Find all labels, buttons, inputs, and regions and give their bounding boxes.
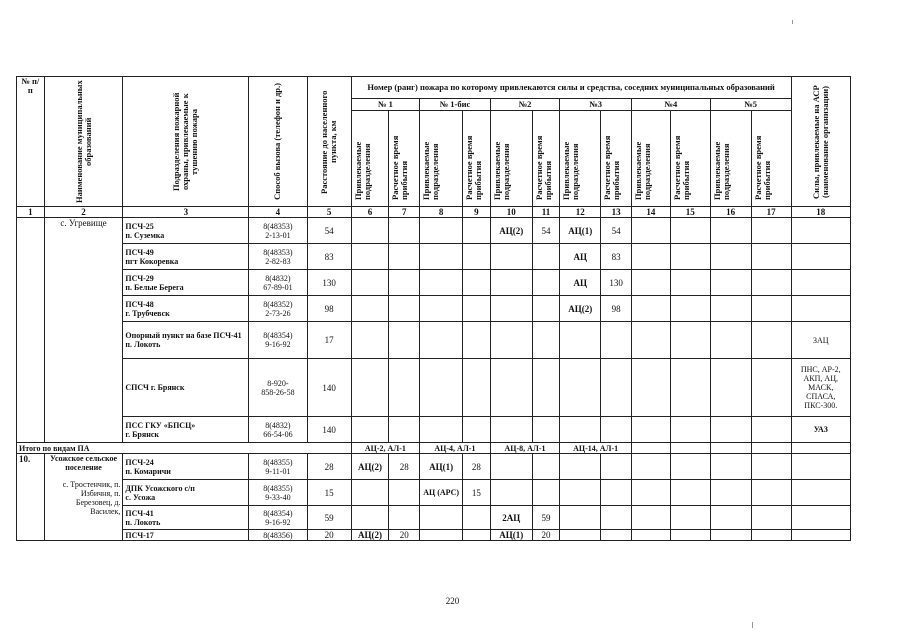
totals-rank1bis: АЦ-4, АЛ-1 <box>420 443 491 454</box>
column-number: 13 <box>601 207 632 218</box>
table-row <box>17 296 851 322</box>
rank3-units: АЦ <box>560 244 601 270</box>
column-number: 1 <box>17 207 45 218</box>
rank1-units <box>351 506 389 530</box>
phone-cell: 8(4832) 66-54-06 <box>249 417 307 443</box>
header-sub-units: Привлекаемые подразделения <box>351 111 389 207</box>
rank3-time <box>601 417 632 443</box>
rank3-units: АЦ(2) <box>560 296 601 322</box>
municipal-name: с. Угревище <box>44 218 123 443</box>
phone-cell: 8(4832) 67-89-01 <box>249 270 307 296</box>
table-row <box>17 480 851 506</box>
header-rank-5: №5 <box>710 99 791 111</box>
rank3-time: 98 <box>601 296 632 322</box>
distance-cell: 140 <box>307 417 351 443</box>
table-row <box>17 322 851 359</box>
unit-cell: ДПК Усожского с/п с. Усожа <box>123 480 249 506</box>
column-number: 18 <box>791 207 850 218</box>
unit-cell: ПСЧ-48 г. Трубчевск <box>123 296 249 322</box>
header-rank-4: №4 <box>631 99 710 111</box>
phone-cell: 8(48353) 2-82-83 <box>249 244 307 270</box>
header-rank-1: № 1 <box>351 99 420 111</box>
column-number: 6 <box>351 207 389 218</box>
rank2-time <box>532 270 560 296</box>
header-call-method: Способ вызова (телефон и др.) <box>249 77 307 207</box>
phone-cell: 8-920- 858-26-58 <box>249 359 307 417</box>
unit-cell: ПСЧ-17 <box>123 530 249 541</box>
table-row <box>17 454 851 480</box>
municipal-name: Усожское сельское поселение с. Тростенчик, п. Избичня, п. Березовец, д. Василек, <box>44 454 123 541</box>
rank2-units <box>490 270 532 296</box>
rank3-time: 130 <box>601 270 632 296</box>
rank2-units <box>490 417 532 443</box>
header-distance: Расстояние до населенного пункта, км <box>307 77 351 207</box>
rank1bis-time <box>463 530 491 541</box>
fire-units-table <box>16 76 851 541</box>
header-sub-time: Расчетное время прибытия <box>670 111 710 207</box>
header-sub-units: Привлекаемые подразделения <box>710 111 751 207</box>
phone-cell: 8(48355) 9-11-01 <box>249 454 307 480</box>
column-number: 3 <box>123 207 249 218</box>
rank2-units <box>490 454 532 480</box>
rank1bis-units: АЦ(1) <box>420 454 463 480</box>
rank3-units: АЦ(1) <box>560 218 601 244</box>
table-row <box>17 244 851 270</box>
header-sub-time: Расчетное время прибытия <box>601 111 632 207</box>
phone-cell: 8(48354) 9-16-92 <box>249 322 307 359</box>
rank2-time <box>532 359 560 417</box>
unit-cell: ПСЧ-41 п. Локоть <box>123 506 249 530</box>
distance-cell: 15 <box>307 480 351 506</box>
rank1bis-time: 28 <box>463 454 491 480</box>
header-rank-2: №2 <box>490 99 560 111</box>
rank3-units: АЦ <box>560 270 601 296</box>
totals-row <box>17 443 851 454</box>
rank1bis-units: АЦ (АРС) <box>420 480 463 506</box>
phone-cell: 8(48353) 2-13-01 <box>249 218 307 244</box>
column-number: 8 <box>420 207 463 218</box>
distance-cell: 130 <box>307 270 351 296</box>
scan-mark <box>792 20 793 24</box>
rank3-time: 54 <box>601 218 632 244</box>
rank1-units <box>351 480 389 506</box>
rank3-time: 83 <box>601 244 632 270</box>
totals-rank3: АЦ-14, АЛ-1 <box>560 443 632 454</box>
distance-cell: 83 <box>307 244 351 270</box>
unit-cell: ПСС ГКУ «БПСЦ» г. Брянск <box>123 417 249 443</box>
rank2-time: 20 <box>532 530 560 541</box>
column-number: 9 <box>463 207 491 218</box>
totals-label: Итого по видам ПА <box>17 443 352 454</box>
rank2-time <box>532 417 560 443</box>
table-row <box>17 218 851 244</box>
header-rank-1bis: № 1-бис <box>420 99 491 111</box>
distance-cell: 59 <box>307 506 351 530</box>
column-number: 15 <box>670 207 710 218</box>
column-number: 7 <box>389 207 420 218</box>
phone-cell: 8(48354) 9-16-92 <box>249 506 307 530</box>
rank1-time: 28 <box>389 454 420 480</box>
rank2-time: 54 <box>532 218 560 244</box>
distance-cell: 20 <box>307 530 351 541</box>
unit-cell: ПСЧ-24 п. Комаричи <box>123 454 249 480</box>
rank1-units: АЦ(2) <box>351 454 389 480</box>
table-row <box>17 270 851 296</box>
rank1bis-time <box>463 506 491 530</box>
rank2-time <box>532 244 560 270</box>
column-number: 10 <box>490 207 532 218</box>
rank1-units: АЦ(2) <box>351 530 389 541</box>
header-sub-units: Привлекаемые подразделения <box>631 111 670 207</box>
table-row <box>17 417 851 443</box>
rank2-units <box>490 480 532 506</box>
table-row <box>17 359 851 417</box>
scan-mark <box>752 622 753 628</box>
page-number: 220 <box>445 596 460 606</box>
header-sub-time: Расчетное время прибытия <box>751 111 791 207</box>
rank2-units <box>490 359 532 417</box>
column-number: 16 <box>710 207 751 218</box>
column-number: 4 <box>249 207 307 218</box>
header-rank-group: Номер (ранг) пожара по которому привлекаются силы и средства, соседних муниципальных образований <box>351 77 791 99</box>
rank2-units <box>490 296 532 322</box>
asr-cell <box>791 296 850 322</box>
unit-cell: ПСЧ-25 п. Суземка <box>123 218 249 244</box>
asr-cell: ПНС, АР-2, АКП, АЦ, МАСК, СПАСА, ПКС-300. <box>791 359 850 417</box>
distance-cell: 54 <box>307 218 351 244</box>
rank1-time <box>389 480 420 506</box>
header-sub-time: Расчетное время прибытия <box>532 111 560 207</box>
rank2-units <box>490 244 532 270</box>
rank3-units <box>560 417 601 443</box>
section1-num-cell <box>17 218 45 443</box>
rank1bis-units <box>420 506 463 530</box>
column-numbers-row <box>17 207 851 218</box>
rank2-time <box>532 454 560 480</box>
column-number: 14 <box>631 207 670 218</box>
column-number: 2 <box>44 207 123 218</box>
rank2-units: АЦ(1) <box>490 530 532 541</box>
phone-cell: 8(48356) <box>249 530 307 541</box>
header-sub-time: Расчетное время прибытия <box>463 111 491 207</box>
rank3-time <box>601 359 632 417</box>
header-rank-3: №3 <box>560 99 632 111</box>
rank3-units <box>560 322 601 359</box>
header-units: Подразделения пожарной охраны, привлекаемые к тушению пожара <box>123 77 249 207</box>
unit-cell: СПСЧ г. Брянск <box>123 359 249 417</box>
column-number: 5 <box>307 207 351 218</box>
distance-cell: 98 <box>307 296 351 322</box>
phone-cell: 8(48352) 2-73-26 <box>249 296 307 322</box>
header-num: № п/п <box>17 77 45 207</box>
asr-cell: УАЗ <box>791 417 850 443</box>
rank3-units <box>560 359 601 417</box>
header-sub-time: Расчетное время прибытия <box>389 111 420 207</box>
distance-cell: 17 <box>307 322 351 359</box>
rank2-time <box>532 480 560 506</box>
asr-cell <box>791 218 850 244</box>
column-number: 11 <box>532 207 560 218</box>
distance-cell: 28 <box>307 454 351 480</box>
rank3-time <box>601 322 632 359</box>
rank1bis-units <box>420 530 463 541</box>
column-number: 17 <box>751 207 791 218</box>
unit-cell: ПСЧ-29 п. Белые Берега <box>123 270 249 296</box>
totals-rank2: АЦ-8, АЛ-1 <box>490 443 560 454</box>
unit-cell: Опорный пункт на базе ПСЧ-41 п. Локоть <box>123 322 249 359</box>
header-sub-units: Привлекаемые подразделения <box>420 111 463 207</box>
rank2-time <box>532 296 560 322</box>
rank2-units: АЦ(2) <box>490 218 532 244</box>
phone-cell: 8(48355) 9-33-40 <box>249 480 307 506</box>
table-row <box>17 530 851 541</box>
distance-cell: 140 <box>307 359 351 417</box>
header-sub-units: Привлекаемые подразделения <box>560 111 601 207</box>
table-row <box>17 506 851 530</box>
header-asr: Силы, привлекаемые на АСР (наименование организации) <box>791 77 850 207</box>
rank1-time <box>389 506 420 530</box>
asr-cell <box>791 270 850 296</box>
rank2-time: 59 <box>532 506 560 530</box>
column-number: 12 <box>560 207 601 218</box>
unit-cell: ПСЧ-49 пгт Кокоревка <box>123 244 249 270</box>
header-sub-units: Привлекаемые подразделения <box>490 111 532 207</box>
rank2-units: 2АЦ <box>490 506 532 530</box>
asr-cell: ЗАЦ <box>791 322 850 359</box>
totals-rank1: АЦ-2, АЛ-1 <box>351 443 420 454</box>
rank2-units <box>490 322 532 359</box>
rank1bis-time: 15 <box>463 480 491 506</box>
asr-cell <box>791 244 850 270</box>
section2-num: 10. <box>17 454 45 541</box>
rank2-time <box>532 322 560 359</box>
header-municipal: Наименование муниципальных образований <box>44 77 123 207</box>
rank1-time: 20 <box>389 530 420 541</box>
